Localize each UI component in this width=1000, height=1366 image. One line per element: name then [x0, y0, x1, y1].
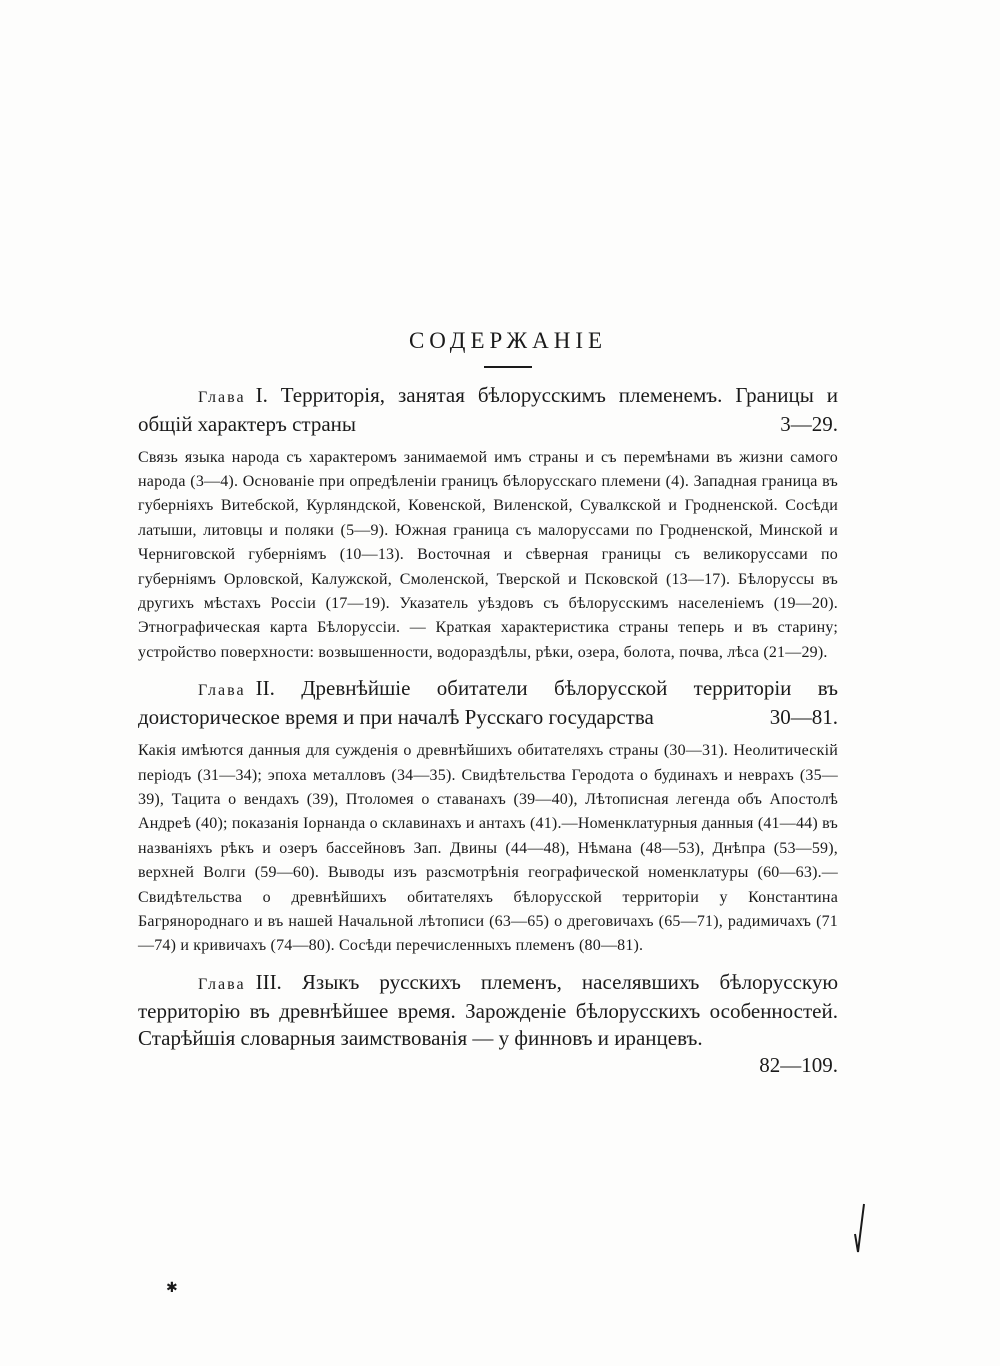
chapter-heading	[138, 382, 838, 438]
chapter-pages: 82—109.	[759, 1052, 838, 1077]
table-of-contents	[138, 328, 838, 1089]
chapter-number: III.	[255, 969, 282, 994]
chapter-summary: Какія имѣются данныя для сужденія о древнѣйшихъ обитателяхъ страны (30—31). Неолитическій періодъ (31—34); эпоха металловъ (34—35). Свидѣтельства Геродота о будинахъ и неврахъ (35—39), Тацита о вендахъ (39), Птоломея о ставанахъ (39—40), Лѣтописная легенда объ Апостолѣ Андреѣ (40); показанія Іорнанда о склавинахъ и антахъ (41).—Номенклатурныя данныя (41—44) въ названіяхъ рѣкъ и озеръ бассейновъ Зап. Двины (44—48), Нѣмана (48—53), Днѣпра (53—59), верхней Волги (59—60). Выводы изъ разсмотрѣнія географической номенклатуры (60—63).—Свидѣтельства о древнѣйшихъ обитателяхъ бѣлорусской территоріи у Константина Багрянороднаго и въ нашей Начальной лѣтописи (63—65) о дреговичахъ (65—71), радимичахъ (71—74) и кривичахъ (74—80). Сосѣди перечисленныхъ племенъ (80—81).	[138, 742, 838, 955]
chapter-3	[138, 969, 838, 1079]
chapter-label: Глава	[198, 682, 246, 700]
chapter-label: Глава	[198, 975, 246, 993]
chapter-summary: Связь языка народа съ характеромъ занимаемой имъ страны и съ перемѣнами въ жизни самого народа (3—4). Основаніе при опредѣленіи границъ бѣлорусскаго племени (4). Западная граница въ губерніяхъ Витебской, Курляндской, Ковенской, Виленской, Сувалкской и Гродненской. Сосѣди латыши, литовцы и поляки (5—9). Южная граница съ малоруссами по Гродненской, Минской и Черниговской губерніямъ (10—13). Восточная и сѣверная границы съ великоруссами по губерніямъ Орловской, Калужской, Смоленской, Тверской и Псковской (13—17). Бѣлоруссы въ другихъ мѣстахъ Россіи (17—19). Указатель уѣздовъ съ бѣлорусскимъ населеніемъ (19—20). Этнографическая карта Бѣлоруссіи. — Краткая характеристика страны теперь и въ старину; устройство поверхности: возвышенности, водораздѣлы, рѣки, озера, болота, почва, лѣса (21—29).	[138, 448, 838, 661]
chapter-number: II.	[255, 676, 275, 701]
chapter-title: Территорія, занятая бѣлорусскимъ племенемъ. Границы и общій характеръ страны	[138, 382, 838, 436]
ink-blot: ✱	[166, 1281, 178, 1296]
chapter-number: I.	[255, 382, 268, 407]
chapter-1	[138, 382, 838, 666]
title-divider	[484, 366, 532, 368]
chapter-title: Древнѣйшіе обитатели бѣлорусской территоріи въ доисторическое время и при началѣ Русскаго государства	[138, 676, 838, 730]
chapter-2	[138, 675, 838, 959]
chapter-heading	[138, 969, 839, 1077]
chapter-heading	[138, 675, 838, 731]
page-title: СОДЕРЖАНIЕ	[408, 328, 608, 353]
margin-check-mark	[852, 1200, 866, 1260]
chapter-label: Глава	[198, 388, 246, 406]
chapter-title: Языкъ русскихъ племенъ, населявшихъ бѣлорусскую территорію въ древнѣйшее время. Зарожденіе бѣлорусскихъ особенностей. Старѣйшія словарныя заимствованія — у финновъ и иранцевъ.	[138, 969, 839, 1050]
chapter-pages: 3—29.	[780, 411, 838, 436]
chapter-pages: 30—81.	[769, 705, 838, 730]
